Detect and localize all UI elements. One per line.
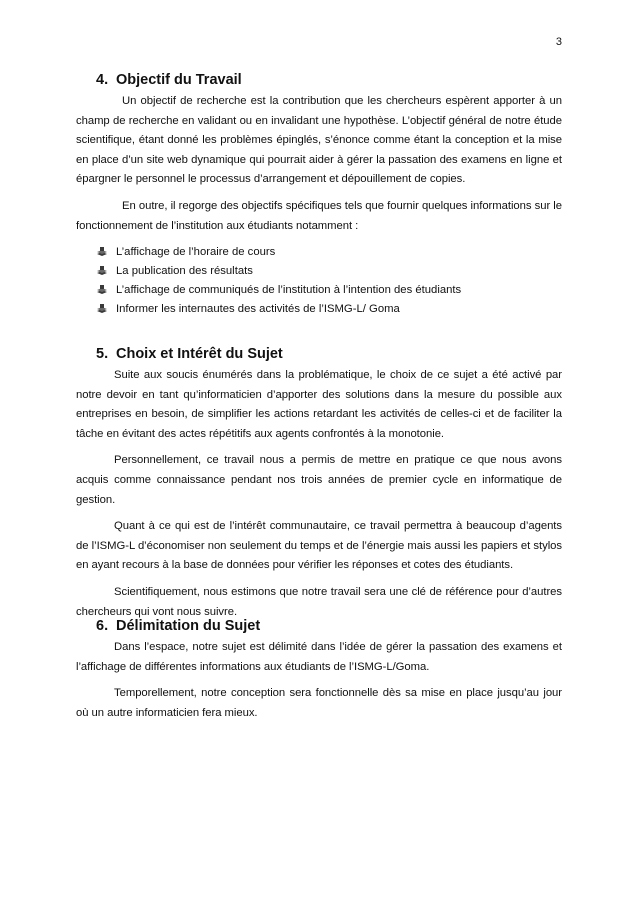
section-title: Délimitation du Sujet [116, 618, 261, 634]
section-number: 6. [96, 618, 109, 634]
section-heading [76, 72, 562, 92]
section-number: 4. [96, 72, 109, 88]
bullet-list [76, 243, 562, 319]
list-item [96, 262, 562, 281]
paragraph: Un objectif de recherche est la contribution que les chercheurs espèrent apporter à un champ de recherche en validant ou en invalidant une hypothèse. L’objectif général de notre étude scientifique, étant donné les problèmes épinglés, s’énonce comme étant la conception et la mise en place d’un site web dynamique qui pourrait aider à gérer la passation des examens en ligne et épargner le personnel le processus d’arrangement et dépouillement de copies. [76, 95, 562, 186]
paragraph: Dans l’espace, notre sujet est délimité dans l’idée de gérer la passation des examens et l’affichage de différentes informations aux étudiants de l’ISMG-L/Goma. [76, 641, 562, 673]
section-number: 5. [96, 346, 109, 362]
paragraph: Suite aux soucis énumérés dans la problématique, le choix de ce sujet a été activé par notre devoir en tant qu’informaticien d’apporter des solutions dans la mesure du possible aux entreprises en besoin, de simplifier les actions retardant les activités de celles-ci et de faciliter la tâche en évitant des actes répétitifs aux agents confrontés à la monotonie. [76, 369, 562, 440]
list-item-text: Informer les internautes des activités de l’ISMG-L/ Goma [116, 303, 400, 316]
section-delimitation [76, 618, 562, 730]
list-item [96, 281, 562, 300]
section-heading [76, 618, 562, 638]
list-item [96, 243, 562, 262]
list-item-text: L’affichage de communiqués de l’institution à l’intention des étudiants [116, 284, 462, 297]
page-number: 3 [555, 36, 562, 48]
paragraph: En outre, il regorge des objectifs spécifiques tels que fournir quelques informations sur le fonctionnement de l’institution aux étudiants notamment : [76, 199, 562, 232]
section-title: Choix et Intérêt du Sujet [116, 346, 283, 362]
paragraph: Temporellement, notre conception sera fonctionnelle dès sa mise en place jusqu’au jour où un autre informaticien fera mieux. [76, 687, 562, 719]
section-choix-interet [76, 346, 562, 629]
list-item [96, 300, 562, 319]
paragraph: Scientifiquement, nous estimons que notre travail sera une clé de référence pour d’autres chercheurs qui vont nous suivre. [76, 585, 562, 618]
stacked-sheets-bullet-icon [96, 285, 108, 296]
paragraph: Personnellement, ce travail nous a permis de mettre en pratique ce que nous avons acquis comme connaissance pendant nos trois années de premier cycle en informatique de gestion. [76, 454, 562, 506]
paragraph: Quant à ce qui est de l’intérêt communautaire, ce travail permettra à beaucoup d’agents de l’ISMG-L d’économiser non seulement du temps et de l’énergie mais aussi les papiers et stylos en ayant recours à la base de données pour vérifier les réponses et cotes des étudiants. [76, 520, 562, 572]
stacked-sheets-bullet-icon [96, 266, 108, 277]
stacked-sheets-bullet-icon [96, 304, 108, 315]
section-objectif [76, 72, 562, 319]
section-title: Objectif du Travail [116, 72, 242, 88]
stacked-sheets-bullet-icon [96, 247, 108, 258]
section-heading [76, 346, 562, 366]
list-item-text: L’affichage de l’horaire de cours [116, 246, 276, 259]
list-item-text: La publication des résultats [116, 265, 253, 278]
